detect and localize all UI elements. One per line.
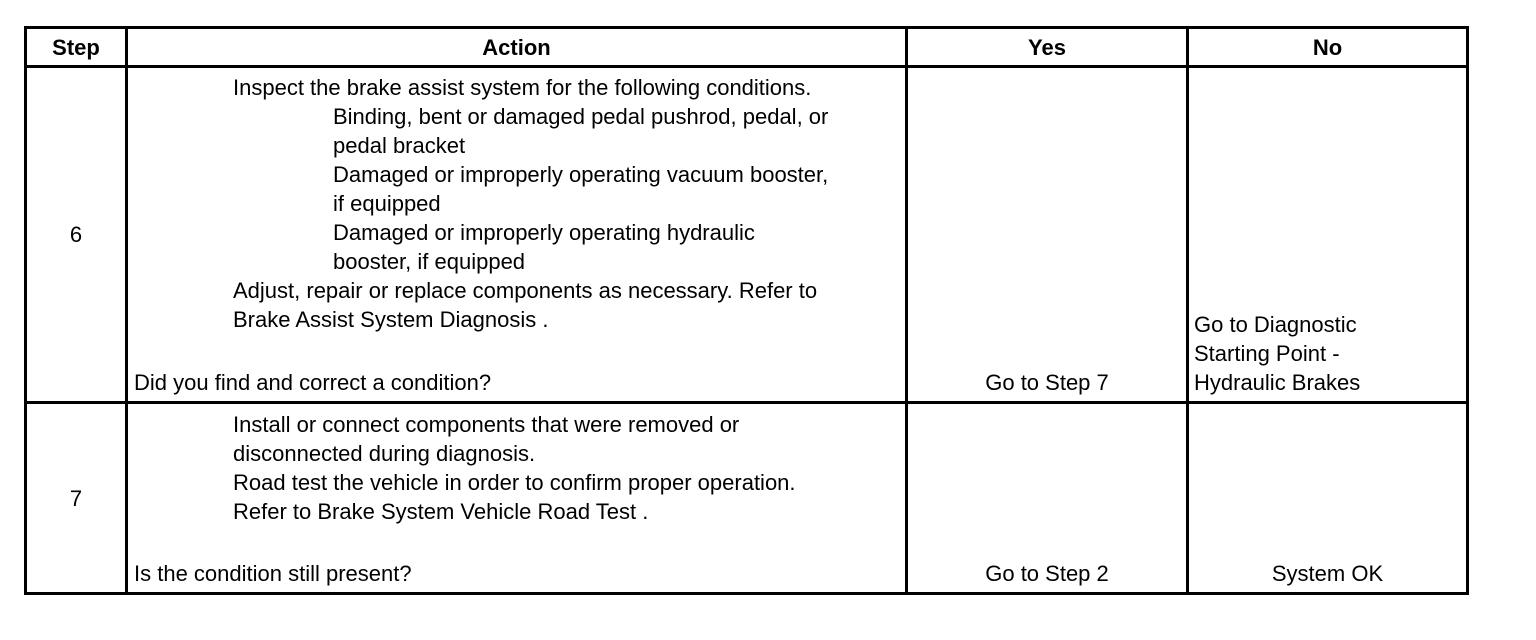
yes-result: Go to Step 7	[985, 370, 1109, 395]
action-question: Is the condition still present?	[134, 561, 412, 586]
action-sub-line: if equipped	[333, 191, 441, 216]
header-row	[26, 28, 1468, 67]
action-instructions	[128, 73, 905, 334]
step-number: 6	[26, 67, 127, 403]
action-sub-line: Binding, bent or damaged pedal pushrod, pedal, or	[333, 104, 829, 129]
action-sub-line: Damaged or improperly operating hydraulic	[333, 220, 755, 245]
action-cell	[127, 67, 907, 403]
header-yes: Yes	[907, 28, 1188, 67]
action-line: Install or connect components that were removed or	[233, 412, 740, 437]
action-sub-line: Damaged or improperly operating vacuum booster,	[333, 162, 829, 187]
action-line: Road test the vehicle in order to confirm proper operation.	[233, 470, 796, 495]
action-question: Did you find and correct a condition?	[134, 370, 492, 395]
yes-cell	[907, 67, 1188, 403]
no-result-line: Go to Diagnostic	[1194, 312, 1357, 337]
action-cell	[127, 403, 907, 594]
action-sub-line: booster, if equipped	[333, 249, 526, 274]
diagnostic-table	[24, 26, 1469, 595]
action-line: Adjust, repair or replace components as necessary. Refer to	[233, 278, 818, 303]
header-step: Step	[26, 28, 127, 67]
action-sub-line: pedal bracket	[333, 133, 466, 158]
action-line: Refer to Brake System Vehicle Road Test .	[233, 499, 649, 524]
header-no: No	[1188, 28, 1468, 67]
no-result-line: Hydraulic Brakes	[1194, 370, 1361, 395]
table-row-step-7	[26, 403, 1468, 594]
action-line: Brake Assist System Diagnosis .	[233, 307, 549, 332]
no-result-line: Starting Point -	[1194, 341, 1340, 366]
header-action: Action	[127, 28, 907, 67]
no-cell	[1188, 403, 1468, 594]
table-row-step-6	[26, 67, 1468, 403]
no-result	[1194, 310, 1360, 397]
no-cell	[1188, 67, 1468, 403]
yes-cell	[907, 403, 1188, 594]
no-result: System OK	[1271, 561, 1384, 586]
action-instructions	[128, 410, 905, 526]
action-line: Inspect the brake assist system for the following conditions.	[233, 75, 812, 100]
step-number: 7	[26, 403, 127, 594]
yes-result: Go to Step 2	[985, 561, 1109, 586]
action-line: disconnected during diagnosis.	[233, 441, 536, 466]
